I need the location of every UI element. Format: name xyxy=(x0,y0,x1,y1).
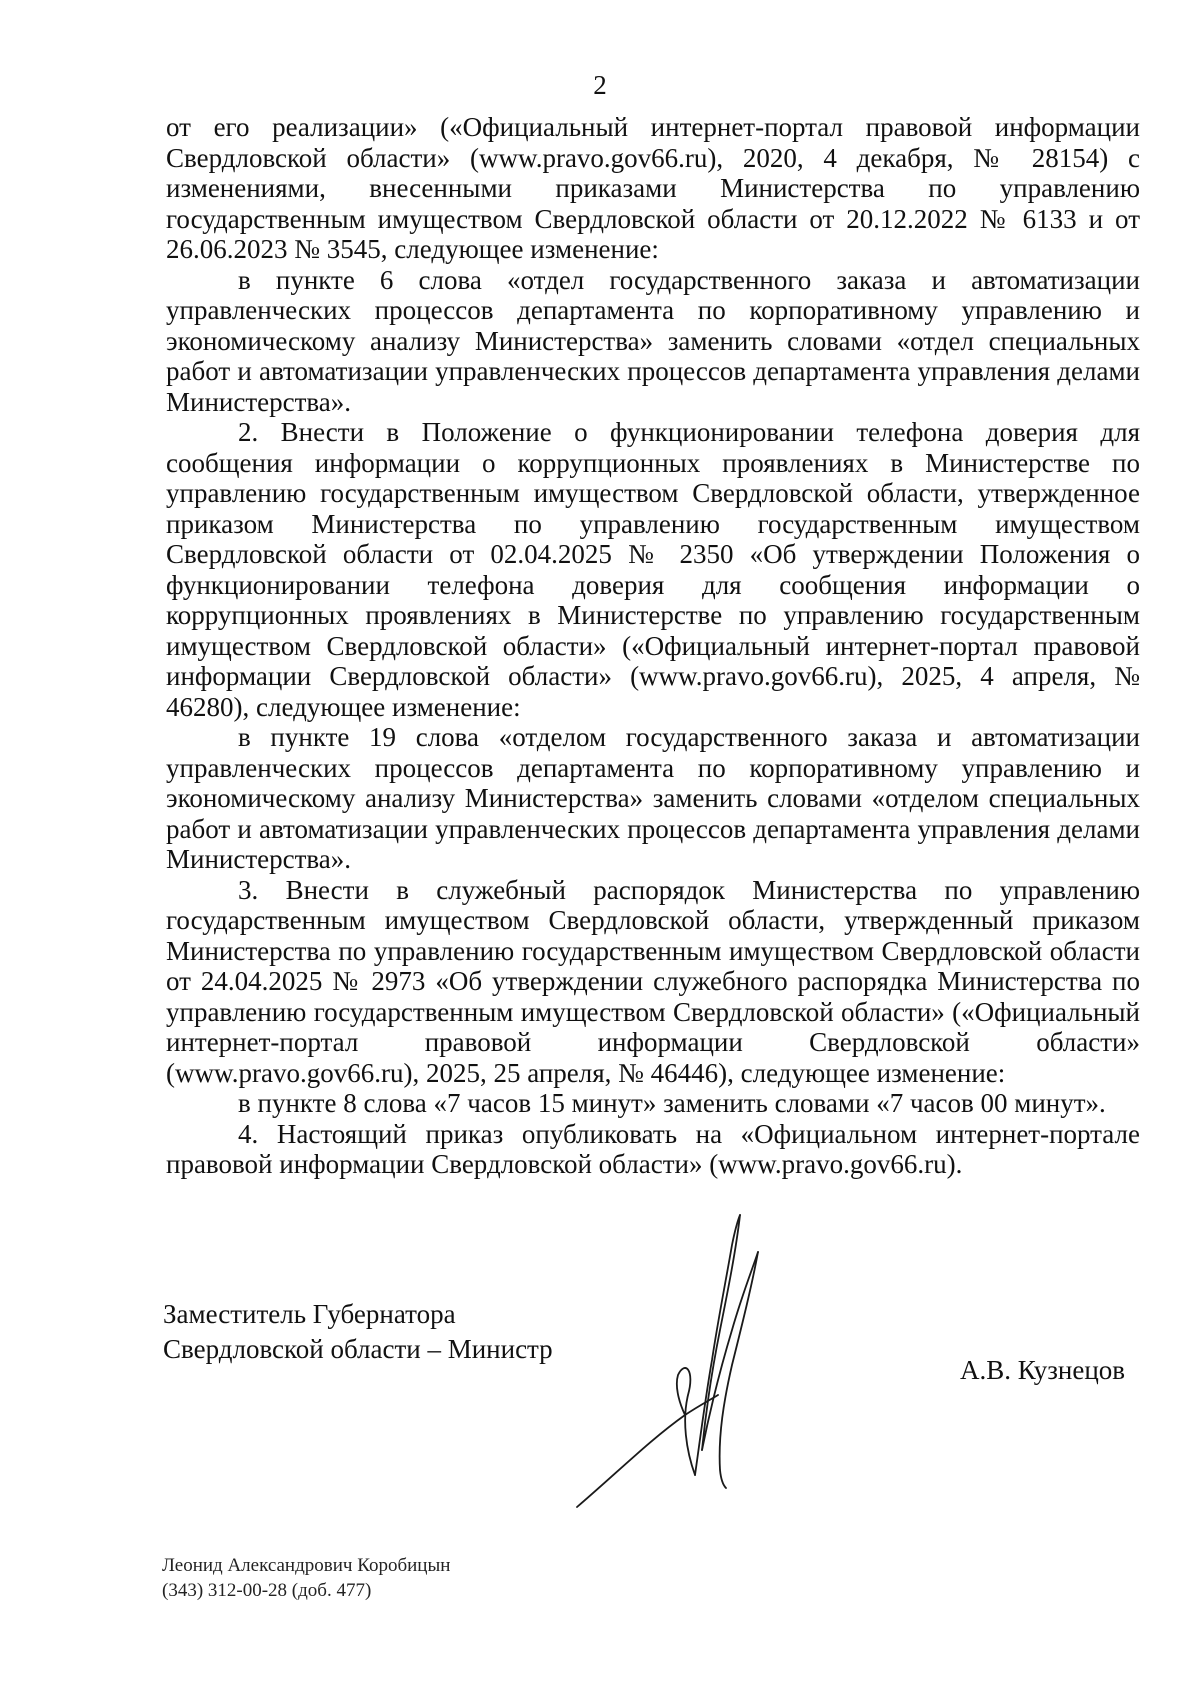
paragraph-continuation: от его реализации» («Официальный интернет-портал правовой информации Свердловской области» (www.pravo.gov66.ru), 2020, 4 декабря, № 28154) с изменениями, внесенными приказами Министерства по управлению государственным имуществом Свердловской области от 20.12.2022 № 6133 и от 26.06.2023 № 3545, следующее изменение: xyxy=(166,112,1140,264)
signatory-position xyxy=(163,1297,553,1367)
contact-block xyxy=(162,1553,450,1603)
paragraph-item-2: 2. Внести в Положение о функционировании телефона доверия для сообщения информации о коррупционных проявлениях в Министерстве по управлению государственным имуществом Свердловской области, утвержденное приказом Министерства по управлению государственным имуществом Свердловской области от 02.04.2025 № 2350 «Об утверждении Положения о функционировании телефона доверия для сообщения информации о коррупционных проявлениях в Министерстве по управлению государственным имуществом Свердловской области» («Официальный интернет-портал правовой информации Свердловской области» (www.pravo.gov66.ru), 2025, 4 апреля, № 46280), следующее изменение: xyxy=(166,417,1140,722)
document-body xyxy=(166,112,1140,1180)
paragraph-item-4: 4. Настоящий приказ опубликовать на «Официальном интернет-портале правовой информации Свердловской области» (www.pravo.gov66.ru). xyxy=(166,1118,1140,1179)
handwritten-signature xyxy=(560,1200,810,1520)
paragraph-amendment-point-8: в пункте 8 слова «7 часов 15 минут» заменить словами «7 часов 00 минут». xyxy=(238,1088,1106,1118)
page-number: 2 xyxy=(593,70,607,100)
paragraph-amendment-point-19: в пункте 19 слова «отделом государственного заказа и автоматизации управленческих процессов департамента по корпоративному управлению и экономическому анализу Министерства» заменить словами «отделом специальных работ и автоматизации управленческих процессов департамента управления делами Министерства». xyxy=(166,722,1140,874)
contact-person: Леонид Александрович Коробицын xyxy=(162,1555,451,1576)
paragraph-amendment-point-6: в пункте 6 слова «отдел государственного заказа и автоматизации управленческих процессов департамента по корпоративному управлению и экономическому анализу Министерства» заменить словами «отдел специальных работ и автоматизации управленческих процессов департамента управления делами Министерства». xyxy=(166,264,1140,417)
signatory-name: А.В. Кузнецов xyxy=(960,1355,1126,1385)
paragraph-item-3: 3. Внести в служебный распорядок Министерства по управлению государственным имуществом Свердловской области, утвержденный приказом Министерства по управлению государственным имуществом Свердловской области от 24.04.2025 № 2973 «Об утверждении служебного распорядка Министерства по управлению государственным имуществом Свердловской области» («Официальный интернет-портал правовой информации Свердловской области» (www.pravo.gov66.ru), 2025, 25 апреля, № 46446), следующее изменение: xyxy=(166,874,1140,1088)
contact-phone: (343) 312-00-28 (доб. 477) xyxy=(162,1580,372,1601)
signatory-position-line-2: Свердловской области – Министр xyxy=(163,1334,553,1364)
signatory-position-line-1: Заместитель Губернатора xyxy=(163,1299,456,1329)
